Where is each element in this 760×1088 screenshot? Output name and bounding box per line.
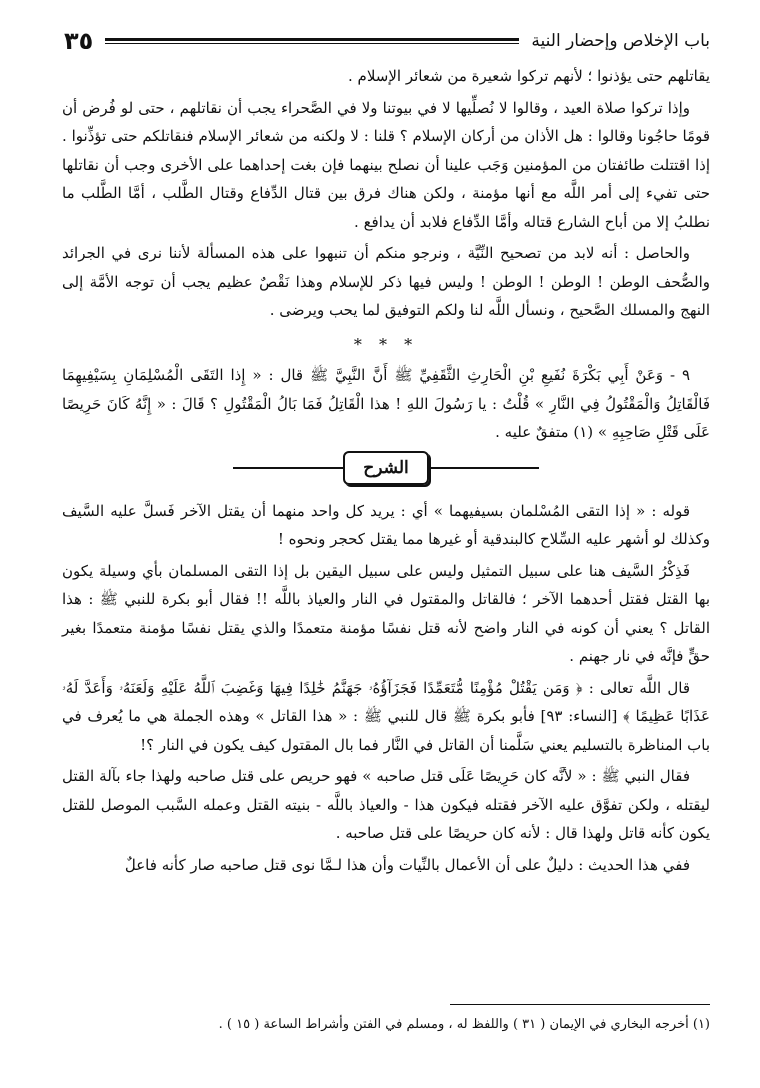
heading-rule (429, 467, 539, 469)
page-body (62, 62, 710, 882)
page-header (64, 26, 710, 56)
commentary-paragraph: قال اللَّه تعالى : ﴿ وَمَن يَقْتُلْ مُؤْمِنًا مُّتَعَمِّدًا فَجَزَآؤُهُۥ جَهَنَّمُ خَٰلِدًا فِيهَا وَغَضِبَ ٱللَّهُ عَلَيْهِ وَلَعَنَهُۥ وَأَعَدَّ لَهُۥ عَذَابًا عَظِيمًا ﴾ [النساء: ٩٣] فأبو بكرة ﷺ قال للنبي ﷺ : « هذا القاتل » وهذه الجملة هي ما يُعرف في باب المناظرة بالتسليم يعني سَلَّمنا أن القاتل في النَّار فما بال المقتول كيف يكون في النار ؟! (62, 678, 711, 754)
paragraph: وإذا تركوا صلاة العيد ، وقالوا لا نُصلِّيها لا في بيوتنا ولا في الصَّحراء يجب أن نقاتلهم ، حتى لو فُرض أن قومًا حاجُونا وقالوا : هل الأذان من أركان الإسلام ؟ قلنا : لا ولكنه من شعائر الإسلام فنقاتلكم حتى تؤذِّنوا . إذا اقتتلت طائفتان من المؤمنين وَجَب علينا أن نصلح بينهما فإن بغت إحداهما على الأخرى وجب أن نقاتلها حتى تفيء إلى أمر اللَّه مع أنها مؤمنة ، ولكن هناك فرق بين قتال الدِّفاع وقتال الطَّلب ، أمَّا الطَّلب ما نطلبُ إلا من أباح الشارع قتاله وأمَّا الدِّفاع فلابد أن يدافع . (62, 98, 710, 231)
hadith-text: ٩ - وَعَنْ أَبِي بَكْرَةَ نُفَيعِ بْنِ الْحَارِثِ الثَّقَفِيِّ ﷺ أَنَّ النَّبِيَّ ﷺ قال : « إِذا التَقَى الْمُسْلِمَانِ بِسَيْفِيهِمَا فَالْقَاتِلُ وَالْمَقْتُولُ فِي النَّارِ » قُلْتُ : يا رَسُولَ اللهِ ! هذا الْقَاتِلُ فَمَا بَالُ الْمَقْتُولِ ؟ قَالَ : « إِنَّهُ كَانَ حَرِيصًا عَلَى قَتْلِ صَاحِبِهِ » (١) متفقٌ عليه . (62, 366, 710, 441)
header-rule (105, 38, 519, 44)
chapter-title: باب الإخلاص وإحضار النية (531, 31, 710, 51)
footnote-rule (450, 1004, 710, 1005)
commentary-paragraph: قوله : « إذا التقى المُسْلمان بسيفيهما » أي : يريد كل واحد منهما أن يقتل الآخر فَسلَّ عليه السَّيف وكذلك لو أشهر عليه السِّلاح كالبندقية أو غيرها مما يقتل كحجر ونحوه ! (62, 501, 710, 548)
page-number: ٣٥ (64, 27, 94, 55)
commentary-paragraph: ففي هذا الحديث : دليلٌ على أن الأعمال بالنِّيات وأن هذا لـمَّا نوى قتل صاحبه صار كأنه فاعلٌ (124, 855, 690, 874)
paragraph: والحاصل : أنه لابد من تصحيح النِّيَّة ، ونرجو منكم أن تنبهوا على هذه المسألة لأننا نرى في الجرائد والصُّحف الوطن ! الوطن ! الوطن ! وليس فيها ذكر للإسلام وهذا نَقْصٌ عظيم يجب أن توجه الأمَّة إلى النهج والمسلك الصَّحيح ، ونسأل اللَّه لنا ولكم التوفيق لما يحب ويرضى . (62, 244, 710, 319)
sharh-title: الشرح (343, 451, 428, 485)
section-separator: * * * (353, 334, 419, 354)
commentary-paragraph: فَذِكْرُ السَّيف هنا على سبيل التمثيل وليس على سبيل اليقين بل إذا التقى المسلمان بأي وسيلة يكون بها القتل فقتل أحدهما الآخر ؛ فالقاتل والمقتول في النار والعياذ باللَّه !! فقال أبو بكرة للنبي ﷺ : هذا القاتل ؟ يعني أن كونه في النار واضح لأنه قتل نفسًا مؤمنة متعمدًا والذي يقتل نفسًا مؤمنة متعمدًا بغير حقٍّ فإنَّه في نار جهنم . (62, 561, 710, 665)
commentary-paragraph: فقال النبي ﷺ : « لأنَّه كان حَرِيصًا عَلَى قتل صاحبه » فهو حريص على قتل صاحبه ولهذا جاء بآلة القتل ليقتله ، ولكن تفوَّق عليه الآخر فقتله فيكون هذا - والعياذ باللَّه - بنيته القتل وعمله السَّبب الموصل للقتل يكون كأنه قاتل ولهذا قال : لأنه كان حريصًا على قتل صاحبه . (62, 767, 710, 842)
heading-rule (233, 467, 343, 469)
footnote: (١) أخرجه البخاري في الإيمان ( ٣١ ) واللفظ له ، ومسلم في الفتن وأشراط الساعة ( ١٥ ) . (218, 1017, 710, 1032)
paragraph: يقاتلهم حتى يؤذنوا ؛ لأنهم تركوا شعيرة من شعائر الإسلام . (348, 67, 710, 85)
sharh-heading (62, 451, 710, 485)
